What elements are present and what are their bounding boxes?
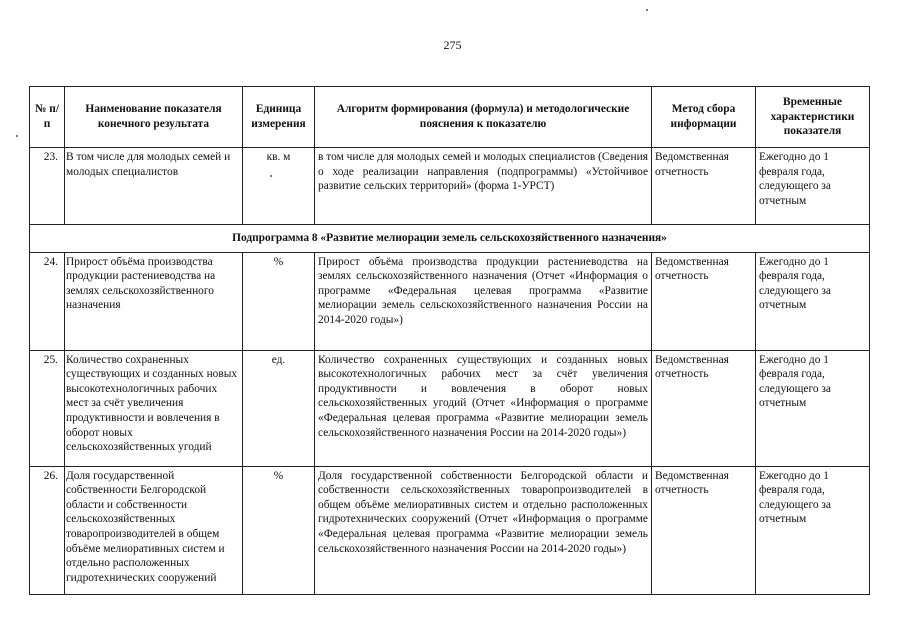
row-unit: ед. bbox=[243, 350, 315, 466]
page-number: 275 bbox=[443, 38, 462, 52]
table-row bbox=[30, 148, 870, 225]
table-row bbox=[30, 350, 870, 466]
row-algorithm: в том числе для молодых семей и молодых специалистов (Сведения о ходе реализации направления (подпрограммы) «Устойчивое развитие сельских территорий» (форма 1-УРСТ) bbox=[315, 148, 652, 225]
row-algorithm: Доля государственной собственности Белгородской области и собственности сельскохозяйственных товаропроизводителей в общем объёме мелиоративных систем и отдельно расположенных гидротехнических сооружений (Отчет «Информация о программе «Федеральная целевая программа «Развитие мелиорации земель сельскохозяйственного назначения России на 2014-2020 годы») bbox=[315, 466, 652, 594]
row-name: Количество сохраненных существующих и созданных новых высокотехнологичных рабочих мест за счёт увеличения продуктивности и вовлечения в оборот новых сельскохозяйственных угодий bbox=[65, 350, 243, 466]
row-algorithm: Прирост объёма производства продукции растениеводства на землях сельскохозяйственного назначения (Отчет «Информация о программе «Федеральная целевая программа «Развитие мелиорации земель сельскохозяйственного назначения России на 2014-2020 годы») bbox=[315, 252, 652, 350]
row-num: 24. bbox=[30, 252, 65, 350]
header-num: № п/п bbox=[30, 87, 65, 148]
table-row bbox=[30, 252, 870, 350]
row-name: Доля государственной собственности Белгородской области и собственности сельскохозяйственных товаропроизводителей в общем объёме мелиоративных систем и отдельно расположенных гидротехнических сооружений bbox=[65, 466, 243, 594]
scan-speck bbox=[16, 135, 18, 137]
header-timing: Временные характеристики показателя bbox=[756, 87, 870, 148]
scan-speck bbox=[646, 9, 648, 11]
scan-speck bbox=[270, 175, 272, 177]
table-row bbox=[30, 466, 870, 594]
row-method: Ведомственная отчетность bbox=[652, 148, 756, 225]
row-algorithm: Количество сохраненных существующих и созданных новых высокотехнологичных рабочих мест за счёт увеличения продуктивности и вовлечения в оборот новых сельскохозяйственных угодий (Отчет «Информация о программе «Федеральная целевая программа «Развитие мелиорации земель сельскохозяйственного назначения России на 2014-2020 годы») bbox=[315, 350, 652, 466]
row-unit: % bbox=[243, 252, 315, 350]
header-name: Наименование показателя конечного результата bbox=[65, 87, 243, 148]
subprogram-title: Подпрограмма 8 «Развитие мелиорации земель сельскохозяйственного назначения» bbox=[30, 225, 870, 253]
row-timing: Ежегодно до 1 февраля года, следующего за отчетным bbox=[756, 252, 870, 350]
row-num: 26. bbox=[30, 466, 65, 594]
row-timing: Ежегодно до 1 февраля года, следующего за отчетным bbox=[756, 466, 870, 594]
row-unit: кв. м bbox=[243, 148, 315, 225]
row-method: Ведомственная отчетность bbox=[652, 252, 756, 350]
subprogram-row bbox=[30, 225, 870, 253]
row-name: Прирост объёма производства продукции растениеводства на землях сельскохозяйственного назначения bbox=[65, 252, 243, 350]
row-method: Ведомственная отчетность bbox=[652, 350, 756, 466]
header-method: Метод сбора информации bbox=[652, 87, 756, 148]
table-header-row bbox=[30, 87, 870, 148]
row-timing: Ежегодно до 1 февраля года, следующего за отчетным bbox=[756, 350, 870, 466]
row-num: 25. bbox=[30, 350, 65, 466]
row-timing: Ежегодно до 1 февраля года, следующего за отчетным bbox=[756, 148, 870, 225]
row-method: Ведомственная отчетность bbox=[652, 466, 756, 594]
row-unit: % bbox=[243, 466, 315, 594]
row-name: В том числе для молодых семей и молодых специалистов bbox=[65, 148, 243, 225]
indicators-table bbox=[29, 86, 870, 595]
header-unit: Единица измерения bbox=[243, 87, 315, 148]
row-num: 23. bbox=[30, 148, 65, 225]
header-algorithm: Алгоритм формирования (формула) и методологические пояснения к показателю bbox=[315, 87, 652, 148]
